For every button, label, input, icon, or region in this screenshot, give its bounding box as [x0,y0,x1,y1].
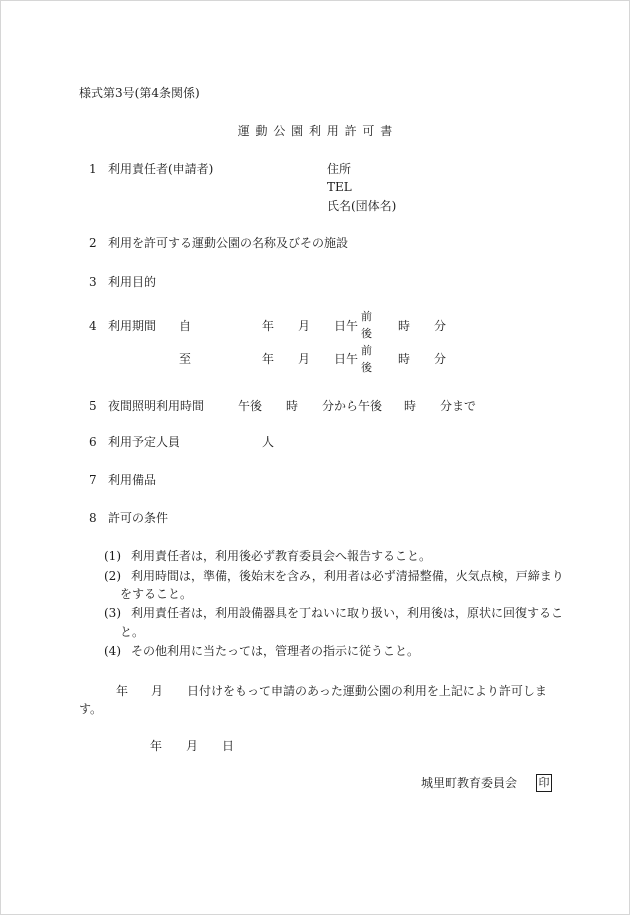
applicant-label: 利用責任者(申請者) [108,162,214,176]
approval-text: 日付けをもって申請のあった運動公園の利用を上記により許可しま [187,684,547,698]
period-from-pm: 後 [361,327,372,340]
period-label: 利用期間 [108,319,157,333]
condition-1-number: (1) [104,549,121,563]
approval-year: 年 [116,684,129,698]
item-6-number: 6 [89,435,97,449]
night-lighting-start-minute: 分から午後 [322,399,383,413]
equipment-label: 利用備品 [108,473,157,487]
night-lighting-start-pm: 午後 [238,399,263,413]
period-from-month: 月 [298,319,311,333]
document-title: 運 動 公 園 利 用 許 可 書 [237,124,393,138]
item-3-number: 3 [89,275,97,289]
condition-3-text-cont: と。 [120,625,145,639]
period-to-am: 前 [361,344,372,357]
condition-2-text-cont: をすること。 [120,587,193,601]
item-7-number: 7 [89,473,97,487]
condition-4-text: その他利用に当たっては，管理者の指示に従うこと。 [131,644,420,658]
issue-date-year: 年 [150,739,163,753]
item-5-number: 5 [89,399,97,413]
period-from-am: 前 [361,310,372,323]
attendance-label: 利用予定人員 [108,435,181,449]
night-lighting-end-minute: 分まで [440,399,477,413]
period-from-prefix: 自 [179,319,192,333]
issuer-name: 城里町教育委員会 [421,776,518,790]
period-to-pm: 後 [361,361,372,374]
night-lighting-label: 夜間照明利用時間 [108,399,205,413]
seal-mark: 印 [536,774,552,792]
condition-4-number: (4) [104,644,121,658]
condition-2-number: (2) [104,569,121,583]
condition-3-number: (3) [104,606,121,620]
address-label: 住所 [327,162,352,176]
purpose-label: 利用目的 [108,275,157,289]
item-1-number: 1 [89,162,97,176]
approval-text-cont: す。 [79,702,103,716]
period-to-year: 年 [262,352,275,366]
issue-date-day: 日 [222,739,235,753]
period-to-hour: 時 [398,352,411,366]
item-8-number: 8 [89,511,97,525]
period-to-prefix: 至 [179,352,192,366]
period-from-year: 年 [262,319,275,333]
period-from-hour: 時 [398,319,411,333]
period-from-minute: 分 [434,319,447,333]
period-to-month: 月 [298,352,311,366]
condition-1-text: 利用責任者は，利用後必ず教育委員会へ報告すること。 [131,549,432,563]
name-label: 氏名(団体名) [327,199,397,213]
period-to-minute: 分 [434,352,447,366]
night-lighting-start-hour: 時 [286,399,299,413]
tel-label: TEL [327,180,352,194]
approval-month: 月 [151,684,164,698]
conditions-label: 許可の条件 [108,511,169,525]
period-to-day-noon: 日午 [334,352,359,366]
issue-date-month: 月 [186,739,199,753]
form-number: 様式第3号(第4条関係) [79,86,200,100]
condition-2-text: 利用時間は，準備，後始末を含み，利用者は必ず清掃整備，火気点検，戸締まり [131,569,564,583]
attendance-unit: 人 [262,435,275,449]
night-lighting-end-hour: 時 [404,399,417,413]
condition-3-text: 利用責任者は，利用設備器具を丁ねいに取り扱い，利用後は，原状に回復するこ [131,606,564,620]
item-2-number: 2 [89,236,97,250]
facility-label: 利用を許可する運動公園の名称及びその施設 [108,236,349,250]
item-4-number: 4 [89,319,97,333]
period-from-day-noon: 日午 [334,319,359,333]
